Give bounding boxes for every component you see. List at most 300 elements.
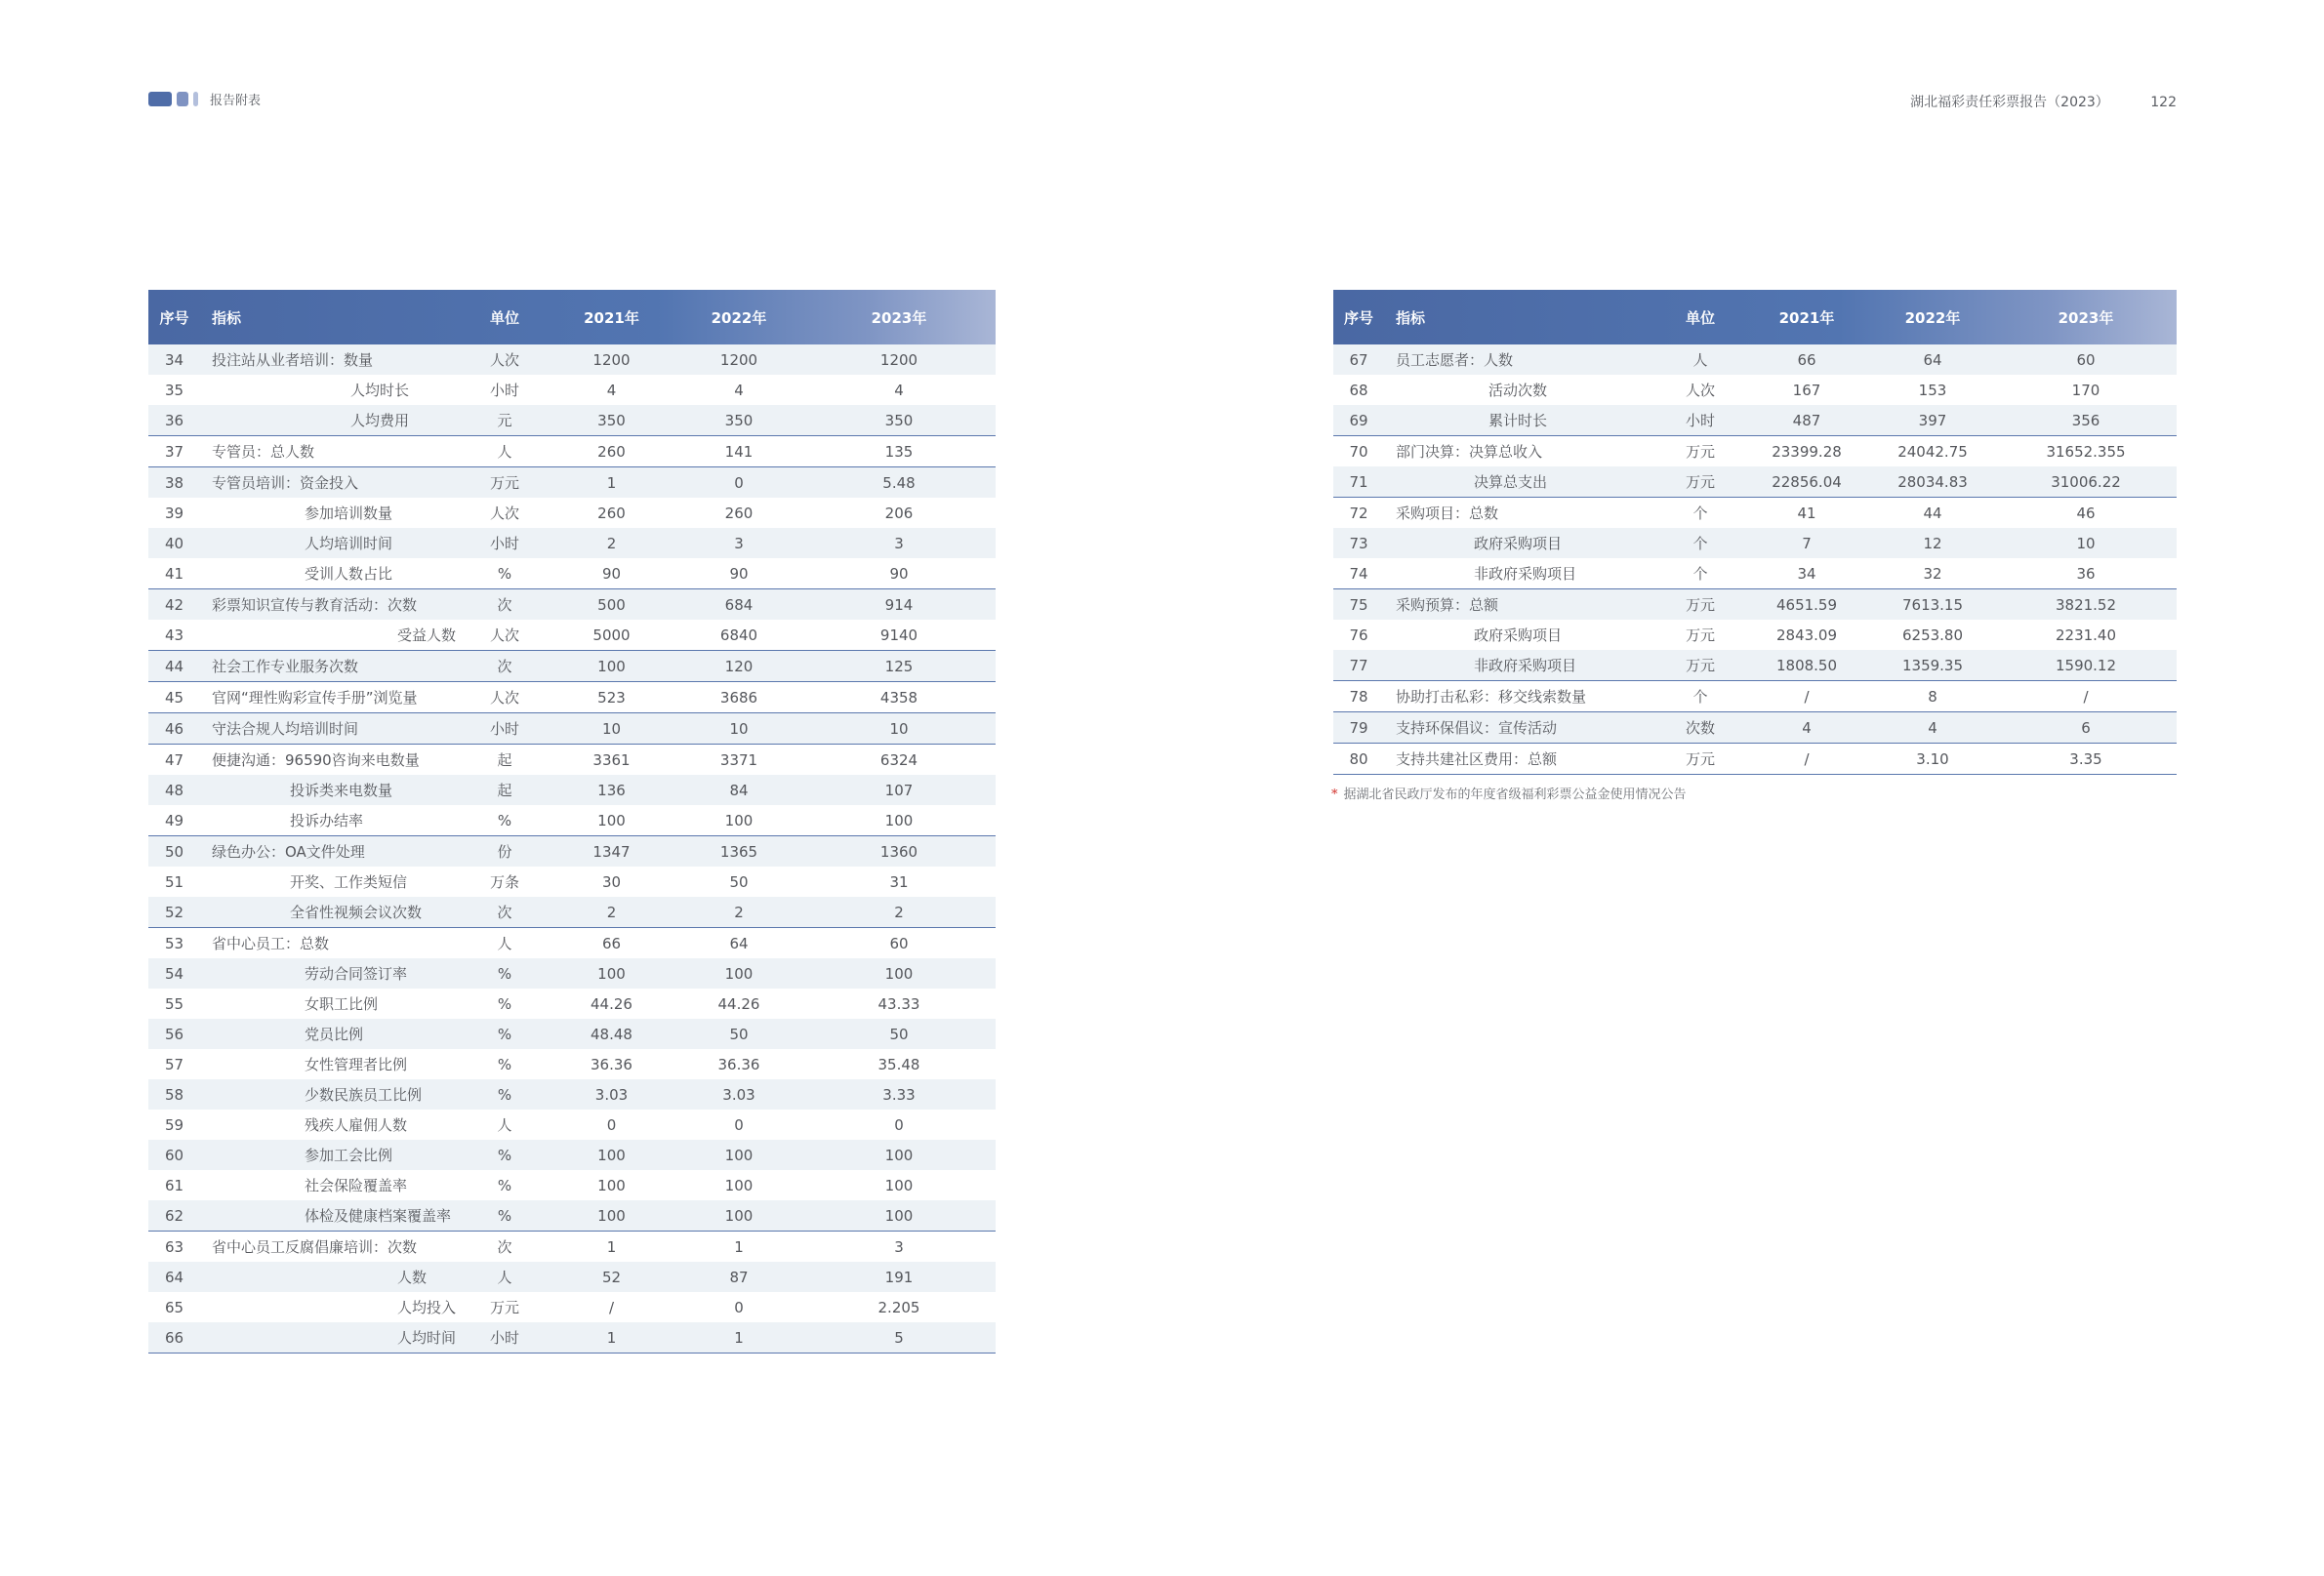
cell-unit: 小时 bbox=[462, 528, 548, 558]
cell-no: 43 bbox=[148, 620, 200, 651]
indicator-label: 人均投入 bbox=[397, 1299, 457, 1316]
table-row bbox=[148, 958, 996, 989]
cell-2023: 356 bbox=[1995, 405, 2177, 436]
cell-2021: 66 bbox=[1743, 344, 1870, 375]
cell-2022: 3686 bbox=[675, 682, 802, 713]
cell-no: 67 bbox=[1333, 344, 1384, 375]
data-table-right bbox=[1333, 290, 2177, 775]
cell-2021: 52 bbox=[548, 1262, 675, 1292]
col-header-indicator: 指标 bbox=[1396, 308, 1426, 327]
cell-2023: 170 bbox=[1995, 375, 2177, 405]
cell-no: 61 bbox=[148, 1170, 200, 1200]
cell-indicator bbox=[200, 1110, 462, 1140]
indicator-label: 非政府采购项目 bbox=[1474, 657, 1577, 674]
cell-2022: 87 bbox=[675, 1262, 802, 1292]
cell-2021: 167 bbox=[1743, 375, 1870, 405]
cell-2021: 23399.28 bbox=[1743, 436, 1870, 467]
cell-2022: 2 bbox=[675, 897, 802, 928]
cell-indicator bbox=[200, 589, 462, 621]
cell-unit: 个 bbox=[1657, 498, 1743, 529]
cell-indicator bbox=[1384, 712, 1657, 744]
cell-indicator bbox=[200, 867, 462, 897]
table-row bbox=[148, 745, 996, 776]
col-header-2021: 2021年 bbox=[1778, 308, 1835, 327]
cell-2021: 523 bbox=[548, 682, 675, 713]
cell-2021: 90 bbox=[548, 558, 675, 589]
cell-2021: 2 bbox=[548, 897, 675, 928]
indicator-label: 人均培训时间 bbox=[305, 535, 393, 552]
cell-indicator bbox=[200, 528, 462, 558]
cell-indicator bbox=[1384, 558, 1657, 589]
cell-2021: 3361 bbox=[548, 745, 675, 776]
cell-indicator bbox=[200, 1232, 462, 1263]
cell-indicator bbox=[200, 989, 462, 1019]
table-row bbox=[148, 836, 996, 868]
cell-no: 54 bbox=[148, 958, 200, 989]
cell-no: 50 bbox=[148, 836, 200, 868]
table-row bbox=[148, 405, 996, 436]
cell-indicator bbox=[200, 558, 462, 589]
cell-2023: 10 bbox=[802, 713, 996, 745]
table-row bbox=[1333, 498, 2177, 529]
cell-2022: 3 bbox=[675, 528, 802, 558]
indicator-label: 部门决算：决算总收入 bbox=[1396, 443, 1543, 461]
cell-2023: 60 bbox=[1995, 344, 2177, 375]
cell-2023: 135 bbox=[802, 436, 996, 467]
cell-no: 69 bbox=[1333, 405, 1384, 436]
table-header-row bbox=[1333, 290, 2177, 344]
cell-indicator bbox=[1384, 620, 1657, 650]
cell-2021: 136 bbox=[548, 775, 675, 805]
cell-2022: 100 bbox=[675, 958, 802, 989]
cell-2021: 66 bbox=[548, 928, 675, 959]
cell-2021: 100 bbox=[548, 1170, 675, 1200]
col-header-2023: 2023年 bbox=[2058, 308, 2114, 327]
cell-no: 64 bbox=[148, 1262, 200, 1292]
table-row bbox=[148, 1140, 996, 1170]
cell-indicator bbox=[200, 344, 462, 375]
cell-2021: 41 bbox=[1743, 498, 1870, 529]
cell-2023: 100 bbox=[802, 805, 996, 836]
cell-no: 65 bbox=[148, 1292, 200, 1322]
cell-2021: 30 bbox=[548, 867, 675, 897]
cell-2022: 141 bbox=[675, 436, 802, 467]
cell-2022: 6840 bbox=[675, 620, 802, 651]
cell-2023: 3.33 bbox=[802, 1079, 996, 1110]
cell-indicator bbox=[200, 713, 462, 745]
cell-2021: 44.26 bbox=[548, 989, 675, 1019]
indicator-label: 非政府采购项目 bbox=[1474, 565, 1577, 583]
cell-indicator bbox=[1384, 375, 1657, 405]
col-header-unit: 单位 bbox=[489, 308, 519, 327]
cell-unit: 起 bbox=[462, 775, 548, 805]
cell-2022: 120 bbox=[675, 651, 802, 682]
table-row bbox=[148, 651, 996, 682]
cell-no: 35 bbox=[148, 375, 200, 405]
col-header-2021: 2021年 bbox=[584, 308, 639, 327]
cell-no: 70 bbox=[1333, 436, 1384, 467]
cell-2021: 1 bbox=[548, 1322, 675, 1354]
cell-no: 44 bbox=[148, 651, 200, 682]
section-marker-icon bbox=[148, 92, 172, 106]
cell-unit: 人 bbox=[1657, 344, 1743, 375]
table-row bbox=[1333, 528, 2177, 558]
cell-unit: 万元 bbox=[1657, 650, 1743, 681]
cell-2022: 1365 bbox=[675, 836, 802, 868]
col-header-2023: 2023年 bbox=[871, 308, 927, 327]
col-header-unit: 单位 bbox=[1685, 308, 1715, 327]
cell-2022: 1200 bbox=[675, 344, 802, 375]
cell-no: 60 bbox=[148, 1140, 200, 1170]
cell-2023: 31652.355 bbox=[1995, 436, 2177, 467]
indicator-label: 绿色办公：OA文件处理 bbox=[212, 843, 365, 861]
cell-2023: / bbox=[1995, 681, 2177, 712]
table-row bbox=[148, 1262, 996, 1292]
cell-2021: 2 bbox=[548, 528, 675, 558]
cell-indicator bbox=[200, 958, 462, 989]
cell-no: 34 bbox=[148, 344, 200, 375]
cell-2023: 350 bbox=[802, 405, 996, 436]
col-header-no: 序号 bbox=[159, 308, 189, 327]
cell-2022: 50 bbox=[675, 867, 802, 897]
indicator-label: 守法合规人均培训时间 bbox=[212, 720, 359, 738]
cell-2023: 100 bbox=[802, 1170, 996, 1200]
cell-2023: 191 bbox=[802, 1262, 996, 1292]
cell-2022: 3.10 bbox=[1870, 744, 1995, 775]
indicator-label: 受益人数 bbox=[397, 626, 457, 644]
cell-2022: 100 bbox=[675, 1200, 802, 1232]
cell-2023: 100 bbox=[802, 1200, 996, 1232]
cell-unit: 万元 bbox=[462, 1292, 548, 1322]
col-header-indicator: 指标 bbox=[212, 308, 242, 327]
cell-unit: 万条 bbox=[462, 867, 548, 897]
cell-2023: 3.35 bbox=[1995, 744, 2177, 775]
col-header-no: 序号 bbox=[1343, 308, 1373, 327]
cell-no: 59 bbox=[148, 1110, 200, 1140]
cell-2022: 10 bbox=[675, 713, 802, 745]
cell-indicator bbox=[1384, 436, 1657, 467]
cell-unit: 人 bbox=[462, 1110, 548, 1140]
cell-2022: 24042.75 bbox=[1870, 436, 1995, 467]
cell-2023: 5 bbox=[802, 1322, 996, 1354]
cell-2021: 1347 bbox=[548, 836, 675, 868]
cell-2022: 4 bbox=[675, 375, 802, 405]
cell-indicator bbox=[1384, 744, 1657, 775]
cell-indicator bbox=[200, 405, 462, 436]
table-row bbox=[148, 1079, 996, 1110]
cell-unit: % bbox=[462, 805, 548, 836]
cell-indicator bbox=[1384, 344, 1657, 375]
cell-unit: 份 bbox=[462, 836, 548, 868]
cell-indicator bbox=[200, 498, 462, 528]
cell-unit: % bbox=[462, 1140, 548, 1170]
indicator-label: 社会工作专业服务次数 bbox=[212, 658, 359, 675]
indicator-label: 采购项目：总数 bbox=[1396, 505, 1499, 522]
cell-unit: 个 bbox=[1657, 681, 1743, 712]
cell-no: 46 bbox=[148, 713, 200, 745]
cell-unit: 次 bbox=[462, 1232, 548, 1263]
cell-2022: 397 bbox=[1870, 405, 1995, 436]
cell-2021: 100 bbox=[548, 1140, 675, 1170]
cell-no: 71 bbox=[1333, 466, 1384, 498]
cell-2022: 0 bbox=[675, 1110, 802, 1140]
cell-indicator bbox=[200, 651, 462, 682]
section-marker-icon bbox=[177, 92, 188, 106]
cell-2023: 2231.40 bbox=[1995, 620, 2177, 650]
cell-unit: 人次 bbox=[462, 682, 548, 713]
cell-2022: 32 bbox=[1870, 558, 1995, 589]
cell-2022: 1 bbox=[675, 1232, 802, 1263]
cell-2022: 684 bbox=[675, 589, 802, 621]
cell-2021: 5000 bbox=[548, 620, 675, 651]
indicator-label: 官网“理性购彩宣传手册”浏览量 bbox=[212, 689, 418, 707]
cell-2021: 4 bbox=[1743, 712, 1870, 744]
cell-unit: 个 bbox=[1657, 528, 1743, 558]
cell-2023: 5.48 bbox=[802, 467, 996, 499]
cell-indicator bbox=[200, 1079, 462, 1110]
cell-no: 72 bbox=[1333, 498, 1384, 529]
indicator-label: 残疾人雇佣人数 bbox=[305, 1116, 408, 1134]
cell-indicator bbox=[200, 682, 462, 713]
cell-no: 53 bbox=[148, 928, 200, 959]
cell-indicator bbox=[1384, 498, 1657, 529]
indicator-label: 社会保险覆盖率 bbox=[305, 1177, 408, 1194]
cell-unit: 小时 bbox=[462, 1322, 548, 1354]
cell-no: 63 bbox=[148, 1232, 200, 1263]
cell-indicator bbox=[200, 1140, 462, 1170]
cell-2022: 36.36 bbox=[675, 1049, 802, 1079]
table-row bbox=[148, 1019, 996, 1049]
table-row bbox=[1333, 744, 2177, 775]
section-header bbox=[148, 90, 261, 107]
table-row bbox=[1333, 558, 2177, 589]
indicator-label: 省中心员工：总数 bbox=[212, 935, 330, 952]
cell-2021: 100 bbox=[548, 805, 675, 836]
indicator-label: 便捷沟通：96590咨询来电数量 bbox=[212, 751, 420, 769]
cell-2021: 4651.59 bbox=[1743, 589, 1870, 621]
indicator-label: 劳动合同签订率 bbox=[305, 965, 408, 983]
table-row bbox=[1333, 375, 2177, 405]
cell-unit: 元 bbox=[462, 405, 548, 436]
cell-2021: 487 bbox=[1743, 405, 1870, 436]
cell-2021: 260 bbox=[548, 436, 675, 467]
col-header-2022: 2022年 bbox=[1904, 308, 1961, 327]
cell-no: 78 bbox=[1333, 681, 1384, 712]
cell-no: 52 bbox=[148, 897, 200, 928]
table-row bbox=[148, 1232, 996, 1263]
cell-2023: 2.205 bbox=[802, 1292, 996, 1322]
cell-unit: 小时 bbox=[462, 375, 548, 405]
table-row bbox=[148, 897, 996, 928]
cell-unit: 次 bbox=[462, 651, 548, 682]
indicator-label: 投诉办结率 bbox=[290, 812, 364, 829]
cell-2022: 3.03 bbox=[675, 1079, 802, 1110]
indicator-label: 少数民族员工比例 bbox=[305, 1086, 423, 1104]
cell-no: 37 bbox=[148, 436, 200, 467]
cell-2023: 10 bbox=[1995, 528, 2177, 558]
table-row bbox=[148, 713, 996, 745]
cell-2021: 0 bbox=[548, 1110, 675, 1140]
cell-unit: % bbox=[462, 989, 548, 1019]
cell-2023: 31006.22 bbox=[1995, 466, 2177, 498]
cell-indicator bbox=[1384, 650, 1657, 681]
cell-no: 79 bbox=[1333, 712, 1384, 744]
indicator-label: 人均费用 bbox=[350, 412, 410, 429]
table-row bbox=[148, 928, 996, 959]
cell-indicator bbox=[200, 928, 462, 959]
cell-2021: 3.03 bbox=[548, 1079, 675, 1110]
table-row bbox=[148, 1292, 996, 1322]
table-row bbox=[148, 528, 996, 558]
cell-2021: 100 bbox=[548, 1200, 675, 1232]
cell-no: 40 bbox=[148, 528, 200, 558]
table-row bbox=[148, 867, 996, 897]
cell-2022: 0 bbox=[675, 467, 802, 499]
cell-indicator bbox=[1384, 405, 1657, 436]
indicator-label: 员工志愿者：人数 bbox=[1396, 351, 1514, 369]
cell-unit: 人次 bbox=[1657, 375, 1743, 405]
cell-2021: 1 bbox=[548, 1232, 675, 1263]
cell-no: 55 bbox=[148, 989, 200, 1019]
cell-indicator bbox=[200, 1019, 462, 1049]
cell-2023: 90 bbox=[802, 558, 996, 589]
table-body-right bbox=[1333, 344, 2177, 775]
cell-2022: 260 bbox=[675, 498, 802, 528]
cell-2021: 350 bbox=[548, 405, 675, 436]
cell-unit: % bbox=[462, 1019, 548, 1049]
cell-indicator bbox=[200, 1170, 462, 1200]
cell-unit: 次 bbox=[462, 897, 548, 928]
indicator-label: 女职工比例 bbox=[305, 995, 379, 1013]
table-row bbox=[148, 344, 996, 375]
cell-indicator bbox=[1384, 528, 1657, 558]
cell-2021: 1808.50 bbox=[1743, 650, 1870, 681]
cell-no: 57 bbox=[148, 1049, 200, 1079]
cell-2023: 2 bbox=[802, 897, 996, 928]
cell-2023: 9140 bbox=[802, 620, 996, 651]
cell-2023: 6 bbox=[1995, 712, 2177, 744]
cell-unit: % bbox=[462, 558, 548, 589]
cell-no: 75 bbox=[1333, 589, 1384, 621]
cell-2023: 206 bbox=[802, 498, 996, 528]
cell-unit: 次数 bbox=[1657, 712, 1743, 744]
indicator-label: 党员比例 bbox=[305, 1026, 364, 1043]
cell-2023: 50 bbox=[802, 1019, 996, 1049]
cell-unit: 起 bbox=[462, 745, 548, 776]
table-header-row bbox=[148, 290, 996, 344]
cell-2021: 100 bbox=[548, 651, 675, 682]
cell-indicator bbox=[200, 897, 462, 928]
cell-2021: 34 bbox=[1743, 558, 1870, 589]
cell-2021: / bbox=[1743, 744, 1870, 775]
cell-2023: 3821.52 bbox=[1995, 589, 2177, 621]
cell-2021: / bbox=[548, 1292, 675, 1322]
footnote bbox=[1331, 784, 1687, 802]
indicator-label: 体检及健康档案覆盖率 bbox=[305, 1207, 452, 1225]
cell-2021: 22856.04 bbox=[1743, 466, 1870, 498]
indicator-label: 省中心员工反腐倡廉培训：次数 bbox=[212, 1238, 418, 1256]
cell-2022: 84 bbox=[675, 775, 802, 805]
cell-no: 41 bbox=[148, 558, 200, 589]
indicator-label: 政府采购项目 bbox=[1474, 626, 1563, 644]
cell-2021: 1 bbox=[548, 467, 675, 499]
cell-unit: % bbox=[462, 1170, 548, 1200]
cell-unit: 万元 bbox=[462, 467, 548, 499]
indicator-label: 决算总支出 bbox=[1474, 473, 1548, 491]
indicator-label: 支持共建社区费用：总额 bbox=[1396, 750, 1558, 768]
table-row bbox=[1333, 712, 2177, 744]
cell-unit: % bbox=[462, 1200, 548, 1232]
data-table-left bbox=[148, 290, 996, 1354]
cell-indicator bbox=[200, 1262, 462, 1292]
cell-unit: 万元 bbox=[1657, 589, 1743, 621]
footnote-text: 据湖北省民政厅发布的年度省级福利彩票公益金使用情况公告 bbox=[1343, 788, 1687, 802]
cell-2023: 46 bbox=[1995, 498, 2177, 529]
cell-indicator bbox=[200, 620, 462, 651]
cell-2023: 1200 bbox=[802, 344, 996, 375]
cell-unit: 小时 bbox=[1657, 405, 1743, 436]
cell-2022: 12 bbox=[1870, 528, 1995, 558]
cell-indicator bbox=[200, 1292, 462, 1322]
table-row bbox=[1333, 466, 2177, 498]
cell-unit: % bbox=[462, 1049, 548, 1079]
running-header bbox=[1910, 92, 2177, 111]
cell-2022: 90 bbox=[675, 558, 802, 589]
cell-unit: 人 bbox=[462, 436, 548, 467]
cell-unit: 人 bbox=[462, 1262, 548, 1292]
cell-unit: 万元 bbox=[1657, 744, 1743, 775]
cell-2023: 3 bbox=[802, 1232, 996, 1263]
cell-unit: 次 bbox=[462, 589, 548, 621]
cell-2022: 64 bbox=[675, 928, 802, 959]
cell-2023: 4 bbox=[802, 375, 996, 405]
cell-indicator bbox=[200, 1322, 462, 1354]
cell-2023: 1590.12 bbox=[1995, 650, 2177, 681]
cell-no: 48 bbox=[148, 775, 200, 805]
cell-2022: 44 bbox=[1870, 498, 1995, 529]
cell-unit: 人次 bbox=[462, 620, 548, 651]
cell-2022: 8 bbox=[1870, 681, 1995, 712]
footnote-mark: * bbox=[1331, 788, 1338, 802]
cell-2021: / bbox=[1743, 681, 1870, 712]
cell-unit: 万元 bbox=[1657, 436, 1743, 467]
indicator-label: 女性管理者比例 bbox=[305, 1056, 408, 1073]
cell-2023: 6324 bbox=[802, 745, 996, 776]
cell-no: 38 bbox=[148, 467, 200, 499]
cell-2023: 0 bbox=[802, 1110, 996, 1140]
cell-2023: 60 bbox=[802, 928, 996, 959]
table-row bbox=[148, 467, 996, 499]
cell-2022: 100 bbox=[675, 1170, 802, 1200]
indicator-label: 投注站从业者培训：数量 bbox=[212, 351, 374, 369]
report-title: 湖北福彩责任彩票报告（2023） bbox=[1910, 95, 2109, 110]
cell-no: 62 bbox=[148, 1200, 200, 1232]
table-row bbox=[148, 558, 996, 589]
cell-no: 68 bbox=[1333, 375, 1384, 405]
cell-2022: 7613.15 bbox=[1870, 589, 1995, 621]
table-row bbox=[148, 989, 996, 1019]
cell-unit: 小时 bbox=[462, 713, 548, 745]
indicator-label: 政府采购项目 bbox=[1474, 535, 1563, 552]
cell-2023: 31 bbox=[802, 867, 996, 897]
cell-2022: 100 bbox=[675, 805, 802, 836]
cell-unit: 人次 bbox=[462, 498, 548, 528]
cell-2021: 48.48 bbox=[548, 1019, 675, 1049]
cell-indicator bbox=[1384, 466, 1657, 498]
cell-2022: 100 bbox=[675, 1140, 802, 1170]
cell-2022: 28034.83 bbox=[1870, 466, 1995, 498]
cell-2022: 4 bbox=[1870, 712, 1995, 744]
